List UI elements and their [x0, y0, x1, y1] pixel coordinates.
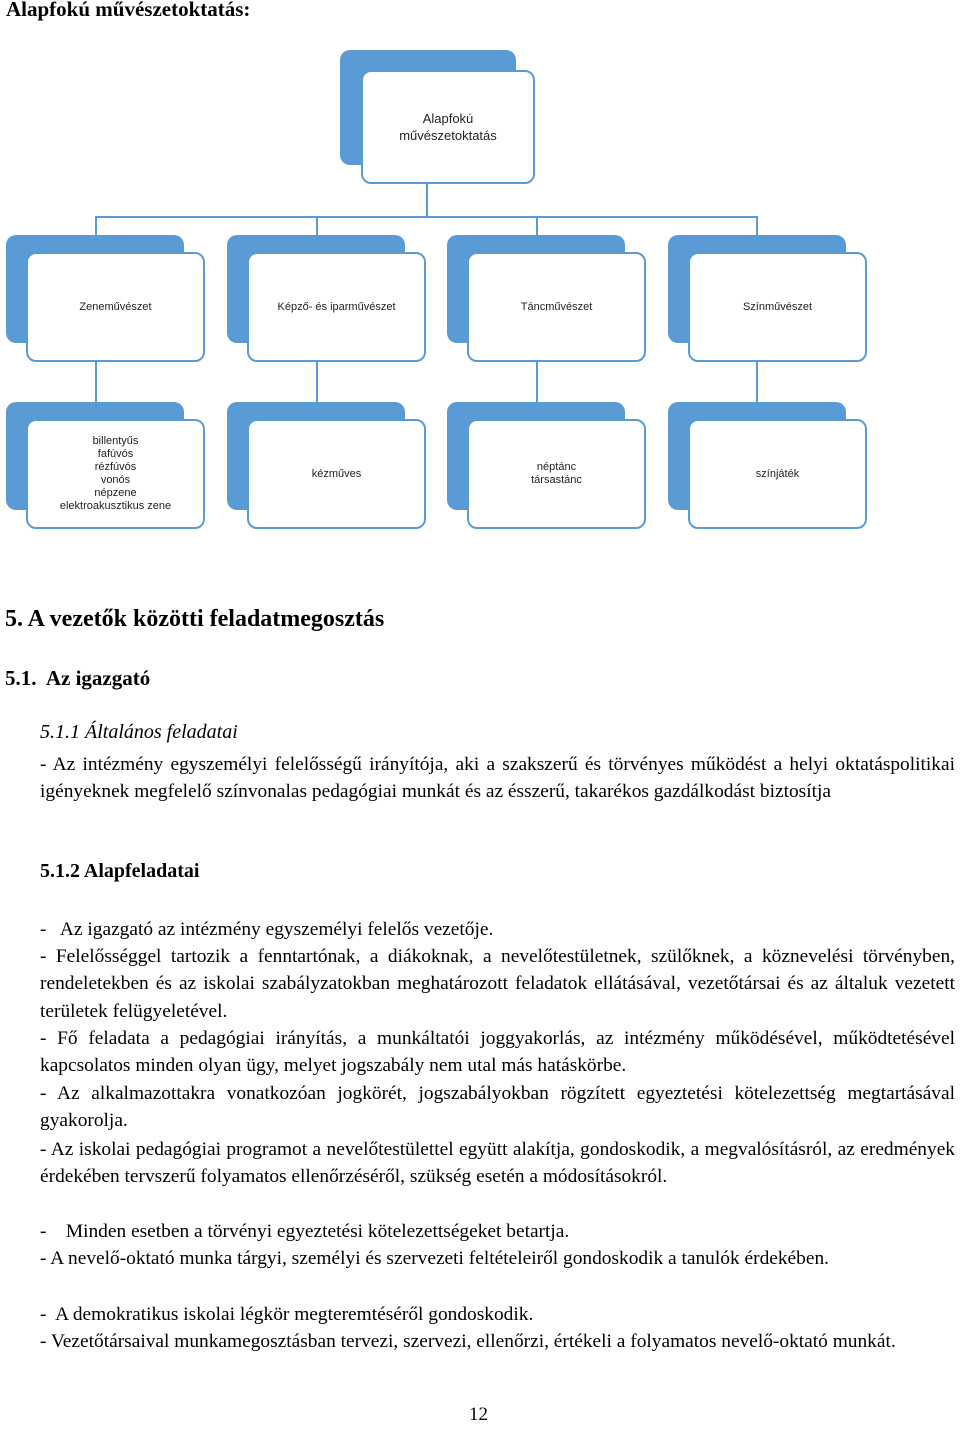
page-number: 12 [469, 1404, 488, 1425]
basic-task-item: - Felelősséggel tartozik a fenntartónak, a diákoknak, a nevelőtestületnek, szülőknek, a köznevelési törvényben, rendeletekben és az iskolai szabályzatokban meghatározott feladatok ellátásával, vezetőtársai és az általuk vezetett területek felügyeletével. [40, 946, 955, 1022]
basic-task-item: - Minden esetben a törvényi egyeztetési kötelezettségeket betartja. [40, 1221, 570, 1242]
basic-task-item: - Fő feladata a pedagógiai irányítás, a munkáltatói joggyakorlás, az intézmény működésével, működtetésével kapcsolatos minden olyan ügy, melyet jogszabály nem utal más hatáskörbe. [40, 1028, 955, 1077]
section-title: Alapfokú művészetoktatás: [6, 0, 251, 21]
basic-task-item: - Az alkalmazottakra vonatkozóan jogkörét, jogszabályokban rögzített egyeztetési kötelezettség megtartásával gyakorolja. [40, 1083, 955, 1132]
heading-5: 5. A vezetők közötti feladatmegosztás [5, 606, 385, 632]
connector-branch-3 [536, 216, 538, 236]
org-node-leaf-label: kézműves [311, 467, 362, 480]
connector-branch-1 [95, 216, 97, 236]
org-node-leaf-label: néptánc társastánc [531, 461, 582, 486]
org-node-branch-label: Táncművészet [520, 300, 593, 313]
org-node-leaf-label: billentyűs fafúvós rézfúvós vonós népzene elektroakusztikus zene [59, 435, 172, 512]
basic-task-item: - Az igazgató az intézmény egyszemélyi felelős vezetője. [40, 919, 494, 940]
heading-5-1-2: 5.1.2 Alapfeladatai [40, 860, 200, 882]
heading-5-1: 5.1. Az igazgató [5, 666, 151, 690]
org-node-branch-label: Zeneművészet [79, 300, 152, 313]
basic-task-item: - Az iskolai pedagógiai programot a nevelőtestülettel együtt alakítja, gondoskodik, a megvalósításról, az eredmények érdekében tervszerű folyamatos ellenőrzéséről, szükség esetén a módosításokról. [40, 1139, 955, 1188]
org-node-branch-label: Képző- és iparművészet [277, 300, 396, 313]
connector-horizontal-top [95, 216, 758, 218]
org-node-branch-label: Színművészet [742, 300, 813, 313]
heading-5-1-1: 5.1.1 Általános feladatai [40, 721, 238, 743]
org-node-leaf-label: színjáték [755, 467, 800, 480]
connector-branch-4 [756, 216, 758, 236]
basic-task-item: - A nevelő-oktató munka tárgyi, személyi és szervezeti feltételeiről gondoskodik a tanulók érdekében. [40, 1248, 830, 1269]
connector-root-down [426, 182, 428, 218]
basic-task-item: - A demokratikus iskolai légkör megteremtéséről gondoskodik. [40, 1304, 534, 1325]
connector-branch-2 [316, 216, 318, 236]
basic-task-item: - Vezetőtársaival munkamegosztásban tervezi, szervezi, ellenőrzi, értékeli a folyamatos nevelő-oktató munkát. [40, 1331, 896, 1352]
general-tasks-paragraph: - Az intézmény egyszemélyi felelősségű irányítója, aki a szakszerű és törvényes működést a helyi oktatáspolitikai igényeknek megfelelő színvonalas pedagógiai munkát és az ésszerű, takarékos gazdálkodást biztosítja [40, 754, 955, 803]
org-node-root-label: Alapfokú művészetoktatás [399, 111, 497, 143]
